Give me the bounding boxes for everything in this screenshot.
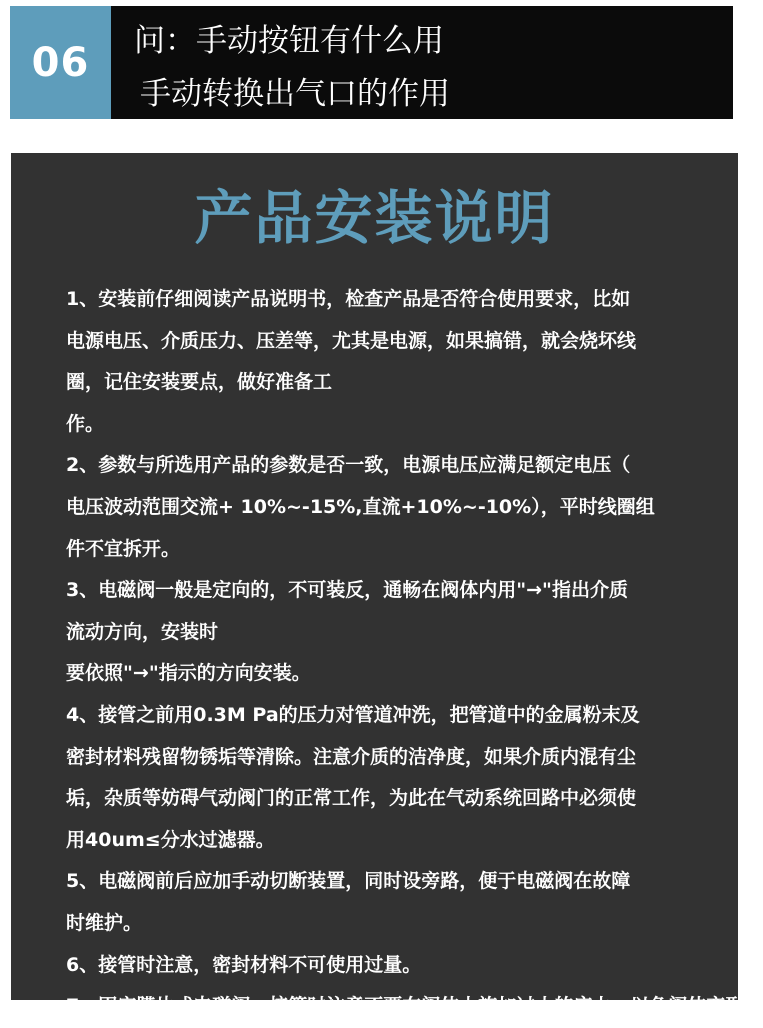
instruction-line: 1、安装前仔细阅读产品说明书，检查产品是否符合使用要求，比如 (66, 288, 631, 310)
instruction-line: 密封材料残留物锈垢等清除。注意介质的洁净度，如果介质内混有尘 (66, 745, 637, 768)
section-number: 06 (31, 39, 90, 86)
installation-instructions-panel (11, 153, 763, 1018)
instruction-line: 时维护。 (66, 911, 143, 934)
instruction-line: 3、电磁阀一般是定向的，不可装反，通畅在阀体内用"→"指出介质 (66, 579, 628, 602)
instruction-line: 2、参数与所选用产品的参数是否一致，电源电压应满足额定电压（ (66, 454, 631, 477)
instruction-line: 4、接管之前用0.3M Pa的压力对管道冲洗，把管道中的金属粉末及 (66, 703, 640, 726)
instruction-line: 作。 (66, 412, 105, 435)
instruction-line: 电源电压、介质压力、压差等，尤其是电源，如果搞错，就会烧坏线 (66, 329, 637, 352)
instruction-line: 电压波动范围交流+ 10%~-15%,直流+10%~-10%），平时线圈组 (66, 495, 655, 518)
instruction-line: 6、接管时注意，密封材料不可使用过量。 (66, 953, 422, 976)
instruction-line: 要依照"→"指示的方向安装。 (66, 662, 311, 685)
section-number-badge (10, 6, 111, 119)
instruction-line: 流动方向，安装时 (66, 620, 219, 643)
instruction-list (66, 279, 763, 1028)
instruction-line: 5、电磁阀前后应加手动切断装置，同时设旁路，便于电磁阀在故障 (66, 870, 631, 893)
section-header (10, 6, 733, 119)
instruction-line: 垢，杂质等妨碍气动阀门的正常工作，为此在气动系统回路中必须使 (66, 787, 637, 810)
panel-title: 产品安装说明 (194, 184, 555, 252)
instruction-line: 圈，记住安装要点，做好准备工 (66, 371, 333, 394)
answer-text: 手动转换出气口的作用 (140, 76, 450, 112)
question-text: 问：手动按钮有什么用 (134, 23, 444, 59)
instruction-line: 7、固定膜片式电磁阀，接管时注意不要在阀体上施加过大的应力，以免阀体变形。 (66, 995, 763, 1018)
instruction-line: 件不宜拆开。 (66, 537, 181, 560)
instruction-line: 用40um≤分水过滤器。 (66, 828, 275, 851)
